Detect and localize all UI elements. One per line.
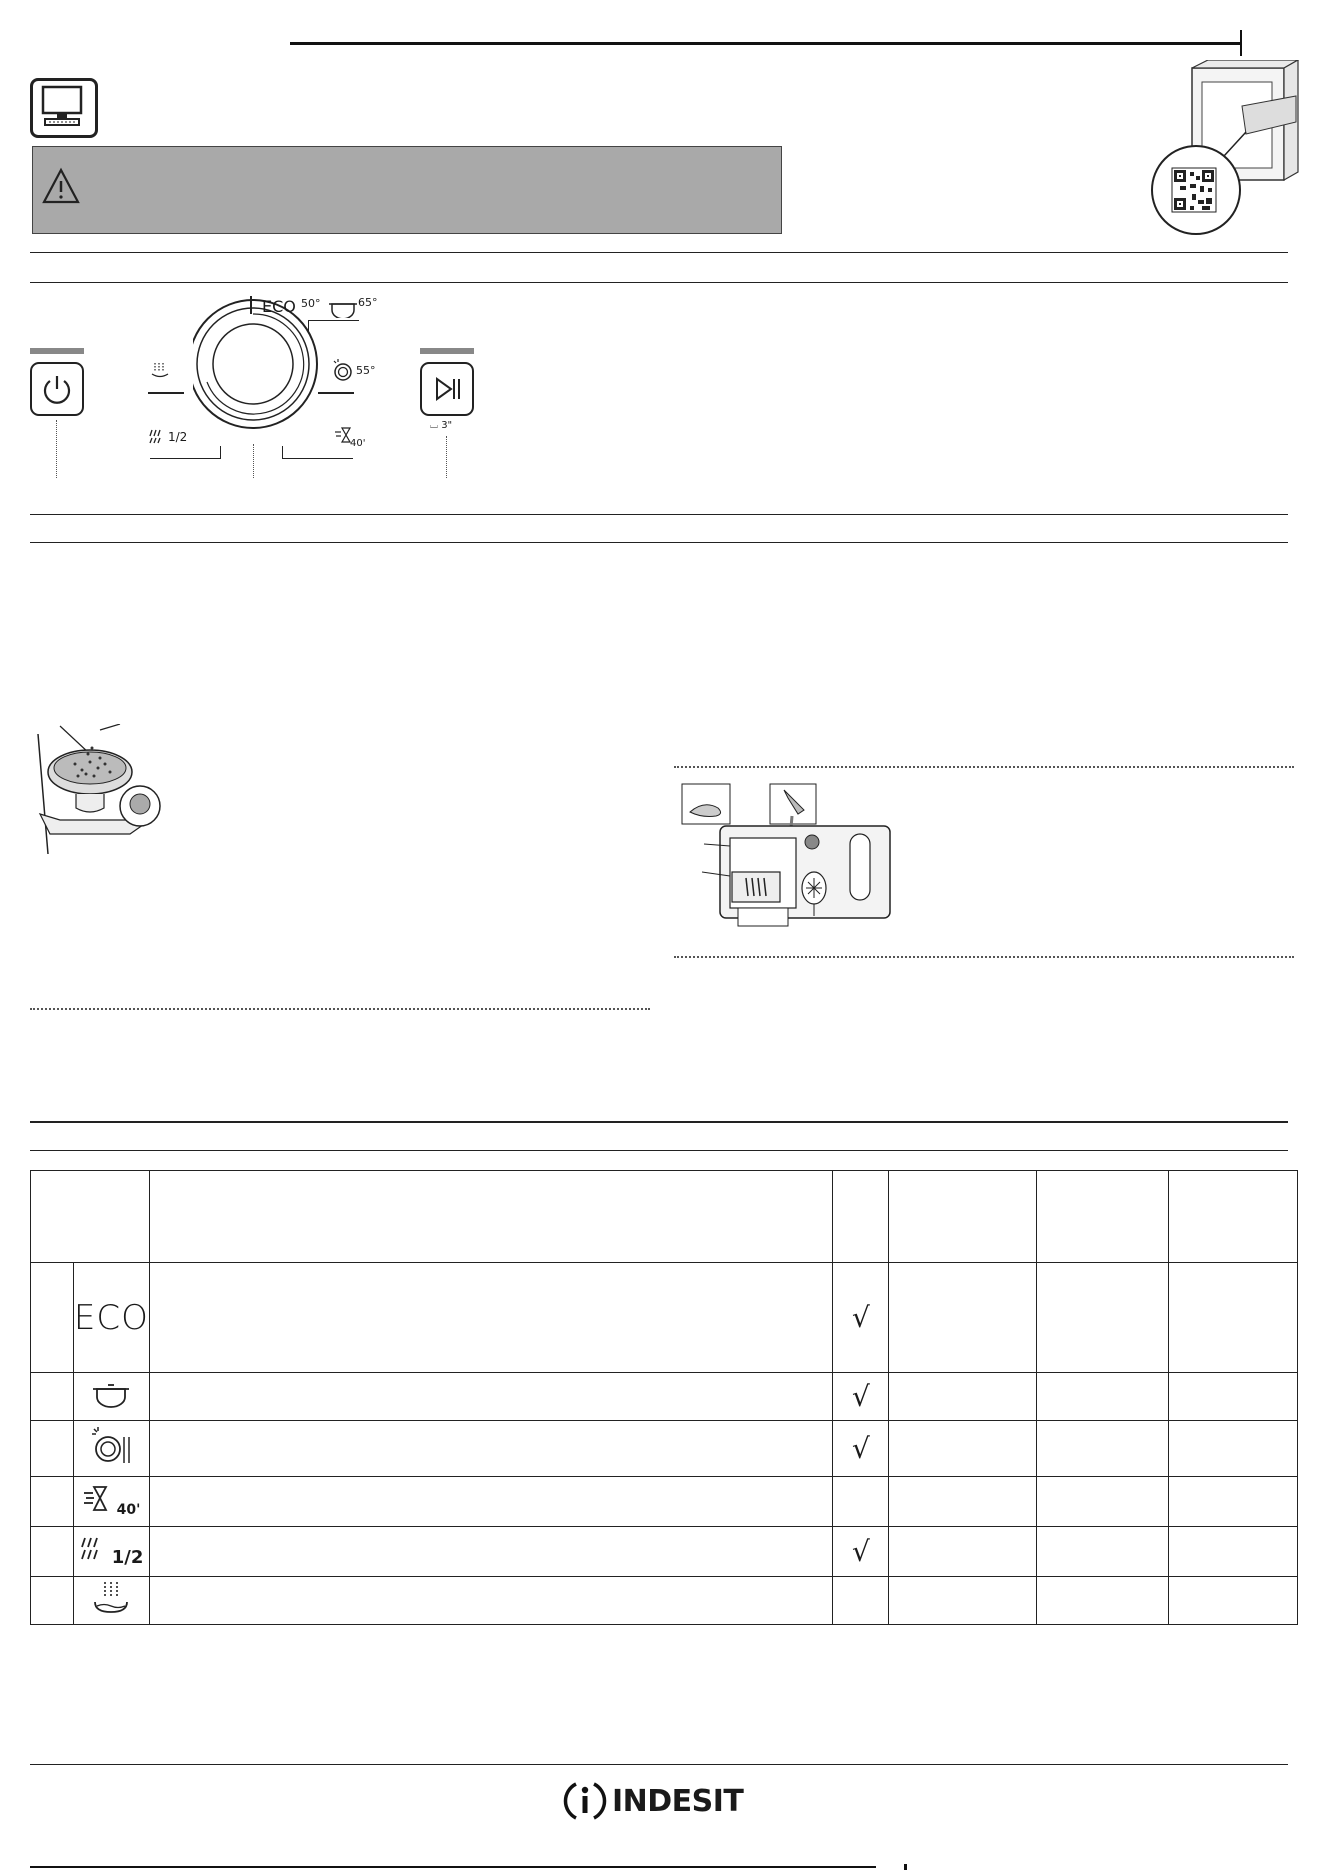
dishwasher-qr-illustration [1150, 60, 1300, 241]
dial-daily-temp: 55° [356, 364, 376, 377]
half-load-icon [73, 1527, 149, 1577]
header-cell-energy [1169, 1171, 1298, 1263]
start-leader-line [446, 436, 447, 478]
qr-code-icon [1172, 168, 1216, 212]
fast-time-label: 40' [116, 1502, 141, 1518]
table-row [31, 1477, 1298, 1527]
dial-eco-marker [250, 296, 252, 314]
dial-intensive-bracket [308, 320, 359, 331]
hold-icon: ⌴ [430, 420, 438, 431]
footer-rule [30, 1764, 1288, 1765]
monitor-icon [30, 78, 98, 138]
dial-half-load-label: 1/2 [168, 430, 188, 444]
header-cell-option [833, 1171, 889, 1263]
warning-box [32, 146, 782, 234]
power-leader-line [56, 420, 57, 478]
header-cell-program [31, 1171, 150, 1263]
section-rule-5 [30, 1121, 1288, 1123]
header-cell-duration [889, 1171, 1036, 1263]
option-check: √ [833, 1527, 889, 1577]
section-rule-4 [30, 542, 1288, 543]
dial-fast-time: 40' [350, 438, 366, 449]
dotted-divider-right-top [674, 766, 1294, 768]
sparkle-plate-icon [73, 1421, 149, 1477]
eco-icon: ECO [73, 1263, 149, 1373]
section-rule-2 [30, 282, 1288, 283]
header-cell-description [149, 1171, 833, 1263]
table-row [31, 1373, 1298, 1421]
warning-icon [41, 167, 81, 210]
page-bottom-rule [30, 1866, 876, 1868]
start-hold-hint: ⌴ 3" [430, 420, 453, 431]
programs-table [30, 1170, 1298, 1625]
section-rule-6 [30, 1150, 1288, 1151]
option-check: √ [833, 1373, 889, 1421]
power-indicator-bar [30, 348, 84, 354]
power-icon [32, 364, 82, 414]
dial-eco-temp: 50° [300, 297, 321, 310]
section-rule-1 [30, 252, 1288, 253]
play-pause-icon [422, 364, 472, 414]
header-cell-water [1036, 1171, 1169, 1263]
header-rule-tick [1240, 30, 1242, 56]
start-indicator-bar [420, 348, 474, 354]
dotted-divider-right-bottom [674, 956, 1294, 958]
dial-prewash-icon [150, 362, 170, 385]
pot-icon [73, 1373, 149, 1421]
prewash-icon [73, 1577, 149, 1625]
table-row [31, 1263, 1298, 1373]
indesit-logo-mark-icon [562, 1778, 608, 1824]
dial-bottom-right-bracket [282, 446, 353, 459]
half-load-label: 1/2 [111, 1547, 144, 1568]
option-check [833, 1477, 889, 1527]
dial-right-tick [318, 392, 354, 394]
dial-leader-line [253, 444, 254, 478]
table-row [31, 1577, 1298, 1625]
section-rule-3 [30, 514, 1288, 515]
power-button[interactable] [30, 362, 84, 416]
dial-left-tick [148, 392, 184, 394]
dial-eco-label: ECO $^{50^\circ}$ [262, 297, 321, 316]
option-check [833, 1577, 889, 1625]
detergent-dispenser-illustration [680, 780, 900, 945]
table-header-row [31, 1171, 1298, 1263]
start-pause-button[interactable] [420, 362, 474, 416]
dial-intensive-temp: 65° [358, 296, 378, 309]
table-row [31, 1527, 1298, 1577]
salt-refill-illustration [30, 724, 170, 863]
page-bottom-tick [904, 1864, 907, 1870]
header-rule [290, 42, 1240, 45]
indesit-logo [562, 1776, 743, 1826]
dial-bottom-left-bracket [150, 446, 221, 459]
table-row [31, 1421, 1298, 1477]
option-check: √ [833, 1421, 889, 1477]
dial-daily-icon [330, 358, 356, 389]
hourglass-40-icon [73, 1477, 149, 1527]
option-check: √ [833, 1263, 889, 1373]
dotted-divider-left [30, 1008, 650, 1010]
indesit-logo-text: INDESIT [612, 1783, 744, 1819]
